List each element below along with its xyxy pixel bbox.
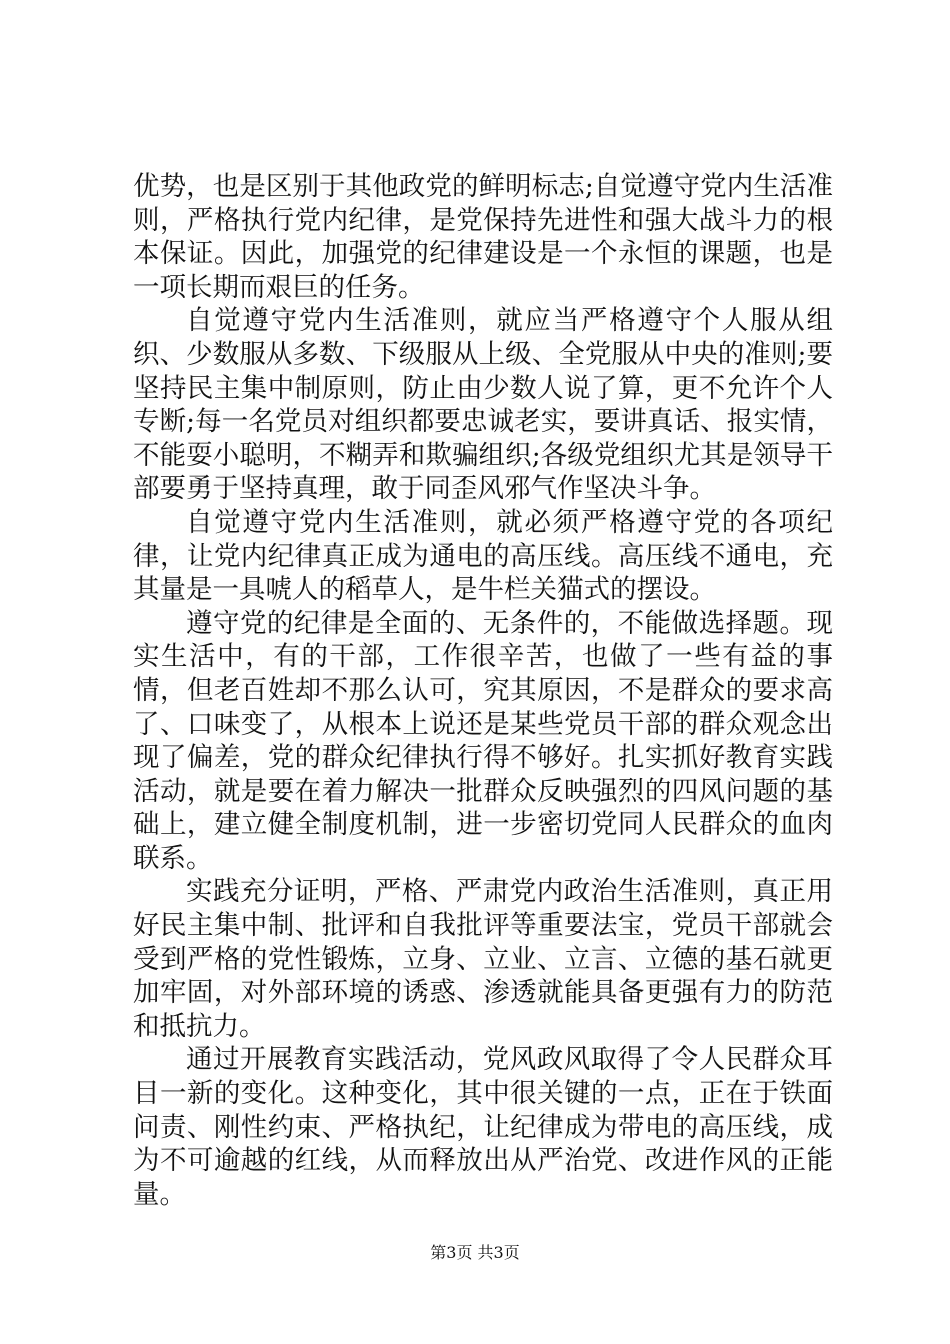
paragraph: 自觉遵守党内生活准则，就应当严格遵守个人服从组织、少数服从多数、下级服从上级、全党服从中央的准则;要坚持民主集中制原则，防止由少数人说了算，更不允许个人专断;每一名党员对组织都要忠诚老实，要讲真话、报实情，不能耍小聪明，不糊弄和欺骗组织;各级党组织尤其是领导干部要勇于坚持真理，敢于同歪风邪气作坚决斗争。 — [133, 305, 833, 505]
paragraph: 自觉遵守党内生活准则，就必须严格遵守党的各项纪律，让党内纪律真正成为通电的高压线。高压线不通电，充其量是一具唬人的稻草人，是牛栏关猫式的摆设。 — [133, 506, 833, 606]
paragraph: 通过开展教育实践活动，党风政风取得了令人民群众耳目一新的变化。这种变化，其中很关键的一点，正在于铁面问责、刚性约束、严格执纪，让纪律成为带电的高压线，成为不可逾越的红线，从而释放出从严治党、改进作风的正能量。 — [133, 1044, 833, 1210]
paragraph-continued: 优势，也是区别于其他政党的鲜明标志;自觉遵守党内生活准则，严格执行党内纪律，是党保持先进性和强大战斗力的根本保证。因此，加强党的纪律建设是一个永恒的课题，也是一项长期而艰巨的任务。 — [133, 171, 833, 303]
document-body — [133, 170, 833, 1211]
paragraph: 遵守党的纪律是全面的、无条件的，不能做选择题。现实生活中，有的干部，工作很辛苦，也做了一些有益的事情，但老百姓却不那么认可，究其原因，不是群众的要求高了、口味变了，从根本上说还是某些党员干部的群众观念出现了偏差，党的群众纪律执行得不够好。扎实抓好教育实践活动，就是要在着力解决一批群众反映强烈的四风问题的基础上，建立健全制度机制，进一步密切党同人民群众的血肉联系。 — [133, 607, 833, 874]
paragraph: 实践充分证明，严格、严肃党内政治生活准则，真正用好民主集中制、批评和自我批评等重要法宝，党员干部就会受到严格的党性锻炼，立身、立业、立言、立德的基石就更加牢固，对外部环境的诱惑、渗透就能具备更强有力的防范和抵抗力。 — [133, 876, 833, 1042]
page-footer: 第3页 共3页 — [430, 1243, 520, 1262]
